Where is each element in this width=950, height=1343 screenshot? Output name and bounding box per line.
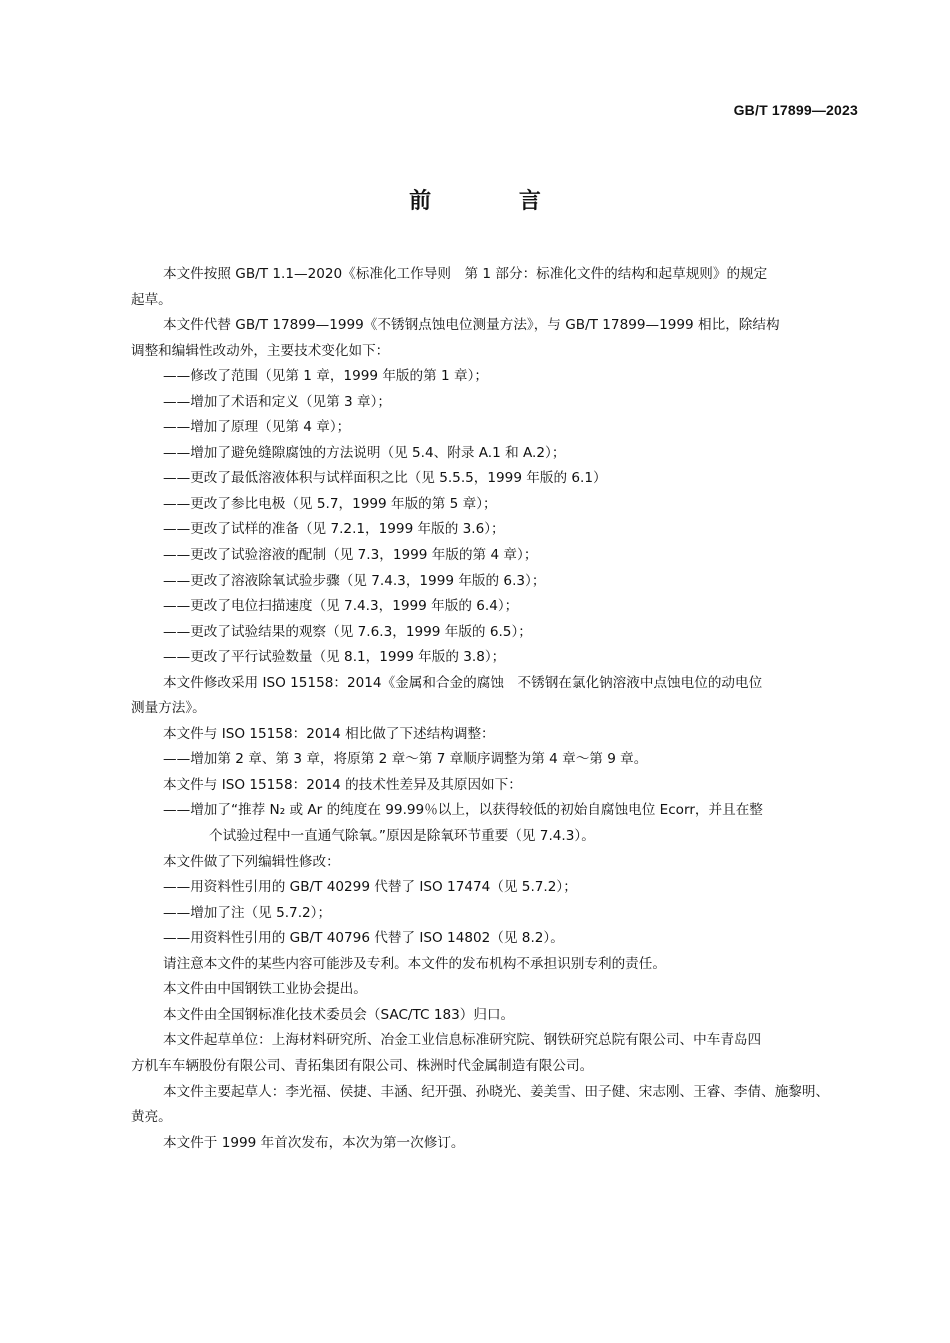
paragraph-line: 本文件由中国钢铁工业协会提出。 xyxy=(163,981,367,998)
paragraph-line: 本文件由全国钢标准化技术委员会（SAC/TC 183）归口。 xyxy=(163,1006,515,1023)
paragraph-line: 本文件与 ISO 15158：2014 的技术性差异及其原因如下： xyxy=(163,776,522,793)
list-item: ——更改了试验结果的观察（见 7.6.3，1999 年版的 6.5）； xyxy=(163,623,532,640)
list-item: ——增加了原理（见第 4 章）； xyxy=(163,419,351,436)
list-item: ——更改了试样的准备（见 7.2.1，1999 年版的 3.6）； xyxy=(163,521,505,538)
page-title: 前 言 xyxy=(409,189,581,214)
list-item: ——增加了“推荐 N₂ 或 Ar 的纯度在 99.99％以上，以获得较低的初始自腐蚀电位 Ecorr，并且在整 xyxy=(163,802,763,819)
list-item: ——用资料性引用的 GB/T 40796 代替了 ISO 14802（见 8.2）。 xyxy=(163,930,564,947)
list-item-continuation: 个试验过程中一直通气除氧。”原因是除氧环节重要（见 7.4.3）。 xyxy=(209,828,595,845)
list-item: ——更改了电位扫描速度（见 7.4.3，1999 年版的 6.4）； xyxy=(163,598,519,615)
document-code: GB/T 17899—2023 xyxy=(733,102,858,118)
list-item: ——更改了试验溶液的配制（见 7.3，1999 年版的第 4 章）； xyxy=(163,547,538,564)
paragraph-line: 方机车车辆股份有限公司、青拓集团有限公司、株洲时代金属制造有限公司。 xyxy=(131,1057,594,1074)
paragraph-line: 本文件代替 GB/T 17899—1999《不锈钢点蚀电位测量方法》，与 GB/T 17899—1999 相比，除结构 xyxy=(163,317,780,334)
paragraph-line: 本文件与 ISO 15158：2014 相比做了下述结构调整： xyxy=(163,725,495,742)
paragraph-line: 请注意本文件的某些内容可能涉及专利。本文件的发布机构不承担识别专利的责任。 xyxy=(163,955,666,972)
paragraph-line: 本文件按照 GB/T 1.1—2020《标准化工作导则 第 1 部分：标准化文件的结构和起草规则》的规定 xyxy=(163,266,768,282)
list-item: ——修改了范围（见第 1 章，1999 年版的第 1 章）； xyxy=(163,368,488,385)
list-item: ——更改了溶液除氧试验步骤（见 7.4.3，1999 年版的 6.3）； xyxy=(163,572,546,589)
paragraph-line: 本文件修改采用 ISO 15158：2014《金属和合金的腐蚀 不锈钢在氯化钠溶液中点蚀电位的动电位 xyxy=(163,674,763,691)
list-item: ——更改了参比电极（见 5.7，1999 年版的第 5 章）； xyxy=(163,495,497,512)
paragraph-line: 黄亮。 xyxy=(131,1109,172,1126)
paragraph-line: 本文件做了下列编辑性修改： xyxy=(163,853,340,870)
paragraph-line: 调整和编辑性改动外，主要技术变化如下： xyxy=(131,342,390,359)
paragraph-line: 本文件主要起草人：李光福、侯捷、丰涵、纪开强、孙晓光、姜美雪、田子健、宋志刚、王睿、李倩、施黎明、 xyxy=(163,1083,830,1100)
list-item: ——增加了避免缝隙腐蚀的方法说明（见 5.4、附录 A.1 和 A.2）； xyxy=(163,444,566,461)
paragraph-line: 本文件起草单位：上海材料研究所、冶金工业信息标准研究院、钢铁研究总院有限公司、中车青岛四 xyxy=(163,1032,762,1049)
paragraph-line: 测量方法》。 xyxy=(131,700,206,717)
list-item: ——增加了术语和定义（见第 3 章）； xyxy=(163,393,391,410)
paragraph-line: 本文件于 1999 年首次发布，本次为第一次修订。 xyxy=(163,1134,465,1151)
list-item: ——用资料性引用的 GB/T 40299 代替了 ISO 17474（见 5.7.2）； xyxy=(163,879,577,896)
list-item: ——增加第 2 章、第 3 章，将原第 2 章～第 7 章顺序调整为第 4 章～第 9 章。 xyxy=(163,751,648,768)
foreword-body xyxy=(131,262,861,1156)
paragraph-line: 起草。 xyxy=(131,291,172,308)
list-item: ——增加了注（见 5.7.2）； xyxy=(163,904,332,921)
list-item: ——更改了最低溶液体积与试样面积之比（见 5.5.5，1999 年版的 6.1） xyxy=(163,470,607,487)
list-item: ——更改了平行试验数量（见 8.1，1999 年版的 3.8）； xyxy=(163,649,506,666)
